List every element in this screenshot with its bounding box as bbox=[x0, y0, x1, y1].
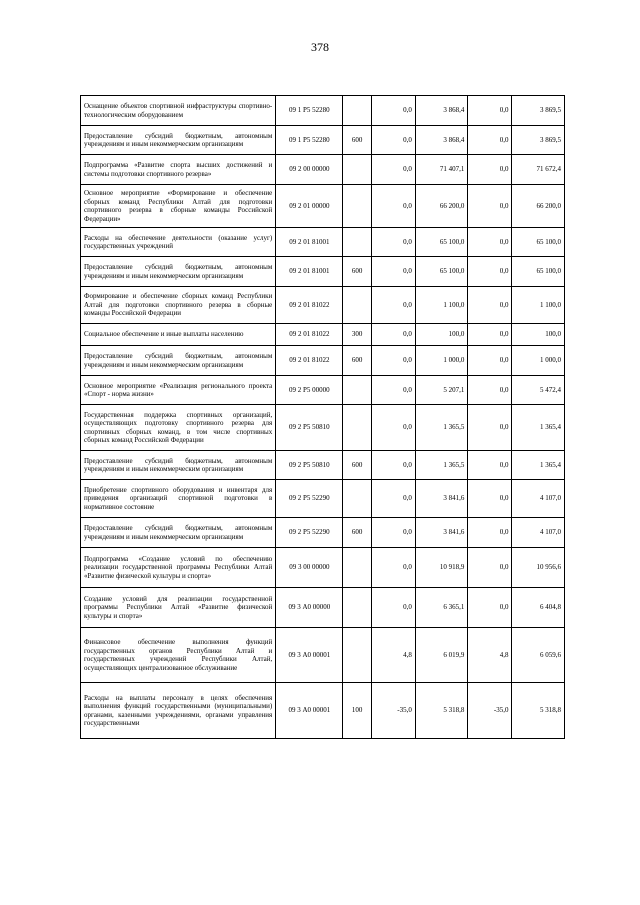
row-code-cell: 09 2 P5 52290 bbox=[276, 518, 343, 548]
row-change-1-cell: 0,0 bbox=[371, 518, 415, 548]
row-change-1-cell: 0,0 bbox=[371, 346, 415, 376]
row-expense-type-cell: 600 bbox=[343, 346, 371, 376]
row-expense-type-cell bbox=[343, 96, 371, 126]
row-expense-type-cell bbox=[343, 588, 371, 628]
table-row bbox=[81, 405, 565, 451]
row-change-1-cell: 0,0 bbox=[371, 548, 415, 588]
table-row bbox=[81, 518, 565, 548]
row-amount-2-cell: 5 318,8 bbox=[512, 683, 565, 739]
row-name-cell: Оснащение объектов спортивной инфраструктуры спортивно-технологическим оборудованием bbox=[81, 96, 276, 126]
row-amount-1-cell: 65 100,0 bbox=[415, 228, 467, 257]
row-amount-2-cell: 4 107,0 bbox=[512, 480, 565, 518]
row-name-cell: Основное мероприятие «Реализация регионального проекта «Спорт - норма жизни» bbox=[81, 376, 276, 405]
row-amount-2-cell: 65 100,0 bbox=[512, 257, 565, 287]
row-amount-1-cell: 66 200,0 bbox=[415, 185, 467, 228]
row-change-2-cell: 0,0 bbox=[468, 588, 512, 628]
row-code-cell: 09 2 P5 50810 bbox=[276, 451, 343, 480]
row-change-1-cell: 0,0 bbox=[371, 96, 415, 126]
row-code-cell: 09 2 01 00000 bbox=[276, 185, 343, 228]
row-name-cell: Подпрограмма «Развитие спорта высших достижений и системы подготовки спортивного резерва» bbox=[81, 155, 276, 185]
row-change-2-cell: 0,0 bbox=[468, 324, 512, 346]
row-code-cell: 09 2 P5 50810 bbox=[276, 405, 343, 451]
row-change-2-cell: 0,0 bbox=[468, 405, 512, 451]
table-row bbox=[81, 185, 565, 228]
table-row bbox=[81, 126, 565, 155]
row-code-cell: 09 3 А0 00001 bbox=[276, 628, 343, 683]
budget-table bbox=[80, 95, 565, 739]
row-amount-1-cell: 5 207,1 bbox=[415, 376, 467, 405]
row-name-cell: Государственная поддержка спортивных организаций, осуществляющих подготовку спортивного резерва для спортивных сборных команд, в том числе спортивных сборных команд Российской Федерации bbox=[81, 405, 276, 451]
row-expense-type-cell bbox=[343, 376, 371, 405]
table-row bbox=[81, 451, 565, 480]
row-amount-2-cell: 6 404,8 bbox=[512, 588, 565, 628]
row-change-2-cell: 0,0 bbox=[468, 346, 512, 376]
row-amount-1-cell: 1 000,0 bbox=[415, 346, 467, 376]
row-code-cell: 09 2 01 81001 bbox=[276, 257, 343, 287]
row-change-1-cell: 0,0 bbox=[371, 155, 415, 185]
row-change-2-cell: 0,0 bbox=[468, 451, 512, 480]
row-change-2-cell: 0,0 bbox=[468, 257, 512, 287]
row-code-cell: 09 3 00 00000 bbox=[276, 548, 343, 588]
row-amount-1-cell: 1 365,5 bbox=[415, 451, 467, 480]
row-change-1-cell: 0,0 bbox=[371, 588, 415, 628]
table-row bbox=[81, 548, 565, 588]
row-change-2-cell: 0,0 bbox=[468, 480, 512, 518]
row-code-cell: 09 1 P5 52280 bbox=[276, 96, 343, 126]
row-amount-1-cell: 1 100,0 bbox=[415, 287, 467, 324]
row-amount-2-cell: 10 956,6 bbox=[512, 548, 565, 588]
row-expense-type-cell: 300 bbox=[343, 324, 371, 346]
page-number: 378 bbox=[311, 40, 329, 54]
row-change-1-cell: 0,0 bbox=[371, 257, 415, 287]
row-amount-2-cell: 6 059,6 bbox=[512, 628, 565, 683]
row-expense-type-cell bbox=[343, 548, 371, 588]
row-change-2-cell: 0,0 bbox=[468, 287, 512, 324]
row-amount-1-cell: 3 841,6 bbox=[415, 480, 467, 518]
table-row bbox=[81, 155, 565, 185]
row-name-cell: Предоставление субсидий бюджетным, автономным учреждениям и иным некоммерческим организациям bbox=[81, 518, 276, 548]
table-row bbox=[81, 257, 565, 287]
row-name-cell: Приобретение спортивного оборудования и инвентаря для приведения организаций спортивной подготовки в нормативное состояние bbox=[81, 480, 276, 518]
row-code-cell: 09 1 P5 52280 bbox=[276, 126, 343, 155]
row-expense-type-cell bbox=[343, 228, 371, 257]
row-amount-2-cell: 65 100,0 bbox=[512, 228, 565, 257]
row-name-cell: Расходы на обеспечение деятельности (оказание услуг) государственных учреждений bbox=[81, 228, 276, 257]
table-row bbox=[81, 683, 565, 739]
row-change-1-cell: 0,0 bbox=[371, 228, 415, 257]
row-change-2-cell: -35,0 bbox=[468, 683, 512, 739]
row-change-2-cell: 0,0 bbox=[468, 228, 512, 257]
table-row bbox=[81, 628, 565, 683]
row-name-cell: Расходы на выплаты персоналу в целях обеспечения выполнения функций государственными (муниципальными) органами, казенными учреждениями, органами управления государственными bbox=[81, 683, 276, 739]
table-row bbox=[81, 480, 565, 518]
row-amount-1-cell: 10 918,9 bbox=[415, 548, 467, 588]
row-code-cell: 09 2 00 00000 bbox=[276, 155, 343, 185]
row-name-cell: Создание условий для реализации государственной программы Республики Алтай «Развитие физической культуры и спорта» bbox=[81, 588, 276, 628]
row-change-2-cell: 4,8 bbox=[468, 628, 512, 683]
table-row bbox=[81, 228, 565, 257]
row-amount-2-cell: 4 107,0 bbox=[512, 518, 565, 548]
row-amount-2-cell: 1 365,4 bbox=[512, 405, 565, 451]
row-expense-type-cell bbox=[343, 480, 371, 518]
row-amount-2-cell: 100,0 bbox=[512, 324, 565, 346]
row-amount-1-cell: 3 868,4 bbox=[415, 126, 467, 155]
row-amount-1-cell: 3 868,4 bbox=[415, 96, 467, 126]
row-amount-1-cell: 1 365,5 bbox=[415, 405, 467, 451]
row-amount-1-cell: 5 318,8 bbox=[415, 683, 467, 739]
row-amount-1-cell: 71 407,1 bbox=[415, 155, 467, 185]
row-change-2-cell: 0,0 bbox=[468, 96, 512, 126]
row-change-1-cell: 0,0 bbox=[371, 324, 415, 346]
row-change-1-cell: 0,0 bbox=[371, 405, 415, 451]
row-amount-2-cell: 1 000,0 bbox=[512, 346, 565, 376]
row-code-cell: 09 2 01 81001 bbox=[276, 228, 343, 257]
row-expense-type-cell: 600 bbox=[343, 257, 371, 287]
row-name-cell: Предоставление субсидий бюджетным, автономным учреждениям и иным некоммерческим организациям bbox=[81, 346, 276, 376]
row-expense-type-cell bbox=[343, 155, 371, 185]
row-amount-1-cell: 3 841,6 bbox=[415, 518, 467, 548]
row-name-cell: Предоставление субсидий бюджетным, автономным учреждениям и иным некоммерческим организациям bbox=[81, 257, 276, 287]
row-change-1-cell: 0,0 bbox=[371, 376, 415, 405]
row-change-1-cell: 0,0 bbox=[371, 126, 415, 155]
row-expense-type-cell bbox=[343, 405, 371, 451]
table-row bbox=[81, 287, 565, 324]
row-name-cell: Основное мероприятие «Формирование и обеспечение сборных команд Республики Алтай для подготовки спортивного резерва в сборные команды Российской Федерации» bbox=[81, 185, 276, 228]
row-name-cell: Предоставление субсидий бюджетным, автономным учреждениям и иным некоммерческим организациям bbox=[81, 451, 276, 480]
budget-table-body bbox=[81, 96, 565, 739]
row-amount-1-cell: 6 019,9 bbox=[415, 628, 467, 683]
row-name-cell: Социальное обеспечение и иные выплаты населению bbox=[81, 324, 276, 346]
row-change-2-cell: 0,0 bbox=[468, 126, 512, 155]
row-expense-type-cell bbox=[343, 185, 371, 228]
row-amount-2-cell: 3 869,5 bbox=[512, 96, 565, 126]
row-amount-2-cell: 71 672,4 bbox=[512, 155, 565, 185]
row-change-1-cell: 0,0 bbox=[371, 287, 415, 324]
row-expense-type-cell: 600 bbox=[343, 451, 371, 480]
row-change-2-cell: 0,0 bbox=[468, 376, 512, 405]
row-code-cell: 09 2 01 81022 bbox=[276, 324, 343, 346]
row-change-2-cell: 0,0 bbox=[468, 185, 512, 228]
row-name-cell: Подпрограмма «Создание условий по обеспечению реализации государственной программы Республики Алтай «Развитие физической культуры и спорта» bbox=[81, 548, 276, 588]
table-row bbox=[81, 588, 565, 628]
row-expense-type-cell bbox=[343, 287, 371, 324]
row-expense-type-cell: 600 bbox=[343, 126, 371, 155]
table-row bbox=[81, 96, 565, 126]
row-change-2-cell: 0,0 bbox=[468, 518, 512, 548]
row-amount-1-cell: 100,0 bbox=[415, 324, 467, 346]
table-row bbox=[81, 324, 565, 346]
row-code-cell: 09 3 А0 00001 bbox=[276, 683, 343, 739]
row-code-cell: 09 3 А0 00000 bbox=[276, 588, 343, 628]
row-change-1-cell: -35,0 bbox=[371, 683, 415, 739]
row-amount-2-cell: 5 472,4 bbox=[512, 376, 565, 405]
row-expense-type-cell: 100 bbox=[343, 683, 371, 739]
row-name-cell: Формирование и обеспечение сборных команд Республики Алтай для подготовки спортивного резерва в сборные команды Российской Федерации bbox=[81, 287, 276, 324]
row-amount-2-cell: 66 200,0 bbox=[512, 185, 565, 228]
row-name-cell: Финансовое обеспечение выполнения функций государственных органов Республики Алтай и государственных учреждений Республики Алтай, осуществляющих централизованное обслуживание bbox=[81, 628, 276, 683]
row-change-1-cell: 0,0 bbox=[371, 185, 415, 228]
row-name-cell: Предоставление субсидий бюджетным, автономным учреждениям и иным некоммерческим организациям bbox=[81, 126, 276, 155]
row-change-1-cell: 4,8 bbox=[371, 628, 415, 683]
row-expense-type-cell: 600 bbox=[343, 518, 371, 548]
row-amount-1-cell: 6 365,1 bbox=[415, 588, 467, 628]
row-change-1-cell: 0,0 bbox=[371, 480, 415, 518]
row-code-cell: 09 2 P5 00000 bbox=[276, 376, 343, 405]
table-row bbox=[81, 346, 565, 376]
table-row bbox=[81, 376, 565, 405]
row-amount-2-cell: 1 100,0 bbox=[512, 287, 565, 324]
row-change-1-cell: 0,0 bbox=[371, 451, 415, 480]
row-code-cell: 09 2 P5 52290 bbox=[276, 480, 343, 518]
row-amount-1-cell: 65 100,0 bbox=[415, 257, 467, 287]
row-amount-2-cell: 3 869,5 bbox=[512, 126, 565, 155]
row-change-2-cell: 0,0 bbox=[468, 548, 512, 588]
row-change-2-cell: 0,0 bbox=[468, 155, 512, 185]
row-code-cell: 09 2 01 81022 bbox=[276, 346, 343, 376]
row-expense-type-cell bbox=[343, 628, 371, 683]
row-amount-2-cell: 1 365,4 bbox=[512, 451, 565, 480]
row-code-cell: 09 2 01 81022 bbox=[276, 287, 343, 324]
